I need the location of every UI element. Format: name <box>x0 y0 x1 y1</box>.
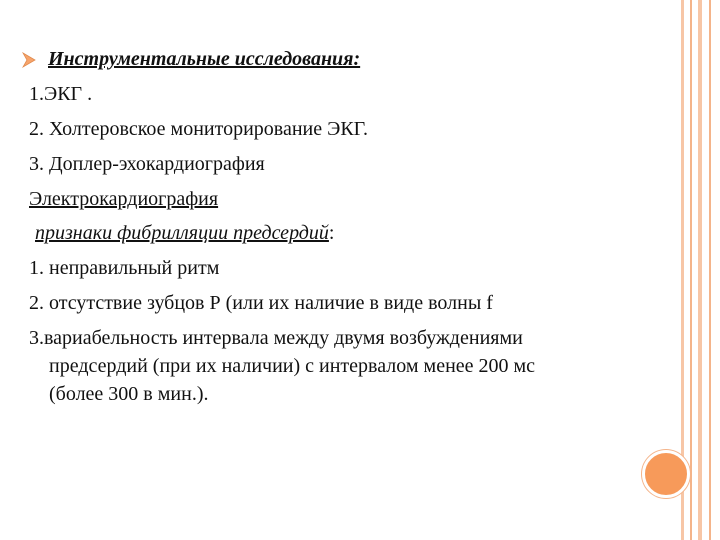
sign-item: 1. неправильный ритм <box>29 257 220 279</box>
section-heading <box>22 42 360 77</box>
sign-item-continuation: предсердий (при их наличии) с интервалом менее 200 мс <box>49 355 536 377</box>
sign-item: 3.вариабельность интервала между двумя возбуждениями <box>29 327 523 349</box>
list-item: 2. Холтеровское мониторирование ЭКГ. <box>29 118 368 140</box>
sign-item-continuation: (более 300 в мин.). <box>49 383 209 405</box>
orange-circle-icon <box>642 450 690 498</box>
signs-label-text: признаки фибрилляции предсердий <box>35 222 329 244</box>
signs-label-colon: : <box>328 222 335 244</box>
sign-item: 2. отсутствие зубцов Р (или их наличие в виде волны f <box>29 292 493 314</box>
list-item: 1.ЭКГ . <box>29 83 93 105</box>
heading-text: Инструментальные исследования: <box>48 48 361 70</box>
decorative-border-line <box>690 0 692 540</box>
decorative-border-line <box>698 0 702 540</box>
list-item: 3. Доплер-эхокардиография <box>29 153 265 175</box>
arrowhead-bullet-icon <box>22 50 38 70</box>
decorative-border-line <box>709 0 711 540</box>
subheading-ecg: Электрокардиография <box>29 188 219 210</box>
signs-label <box>35 216 334 251</box>
